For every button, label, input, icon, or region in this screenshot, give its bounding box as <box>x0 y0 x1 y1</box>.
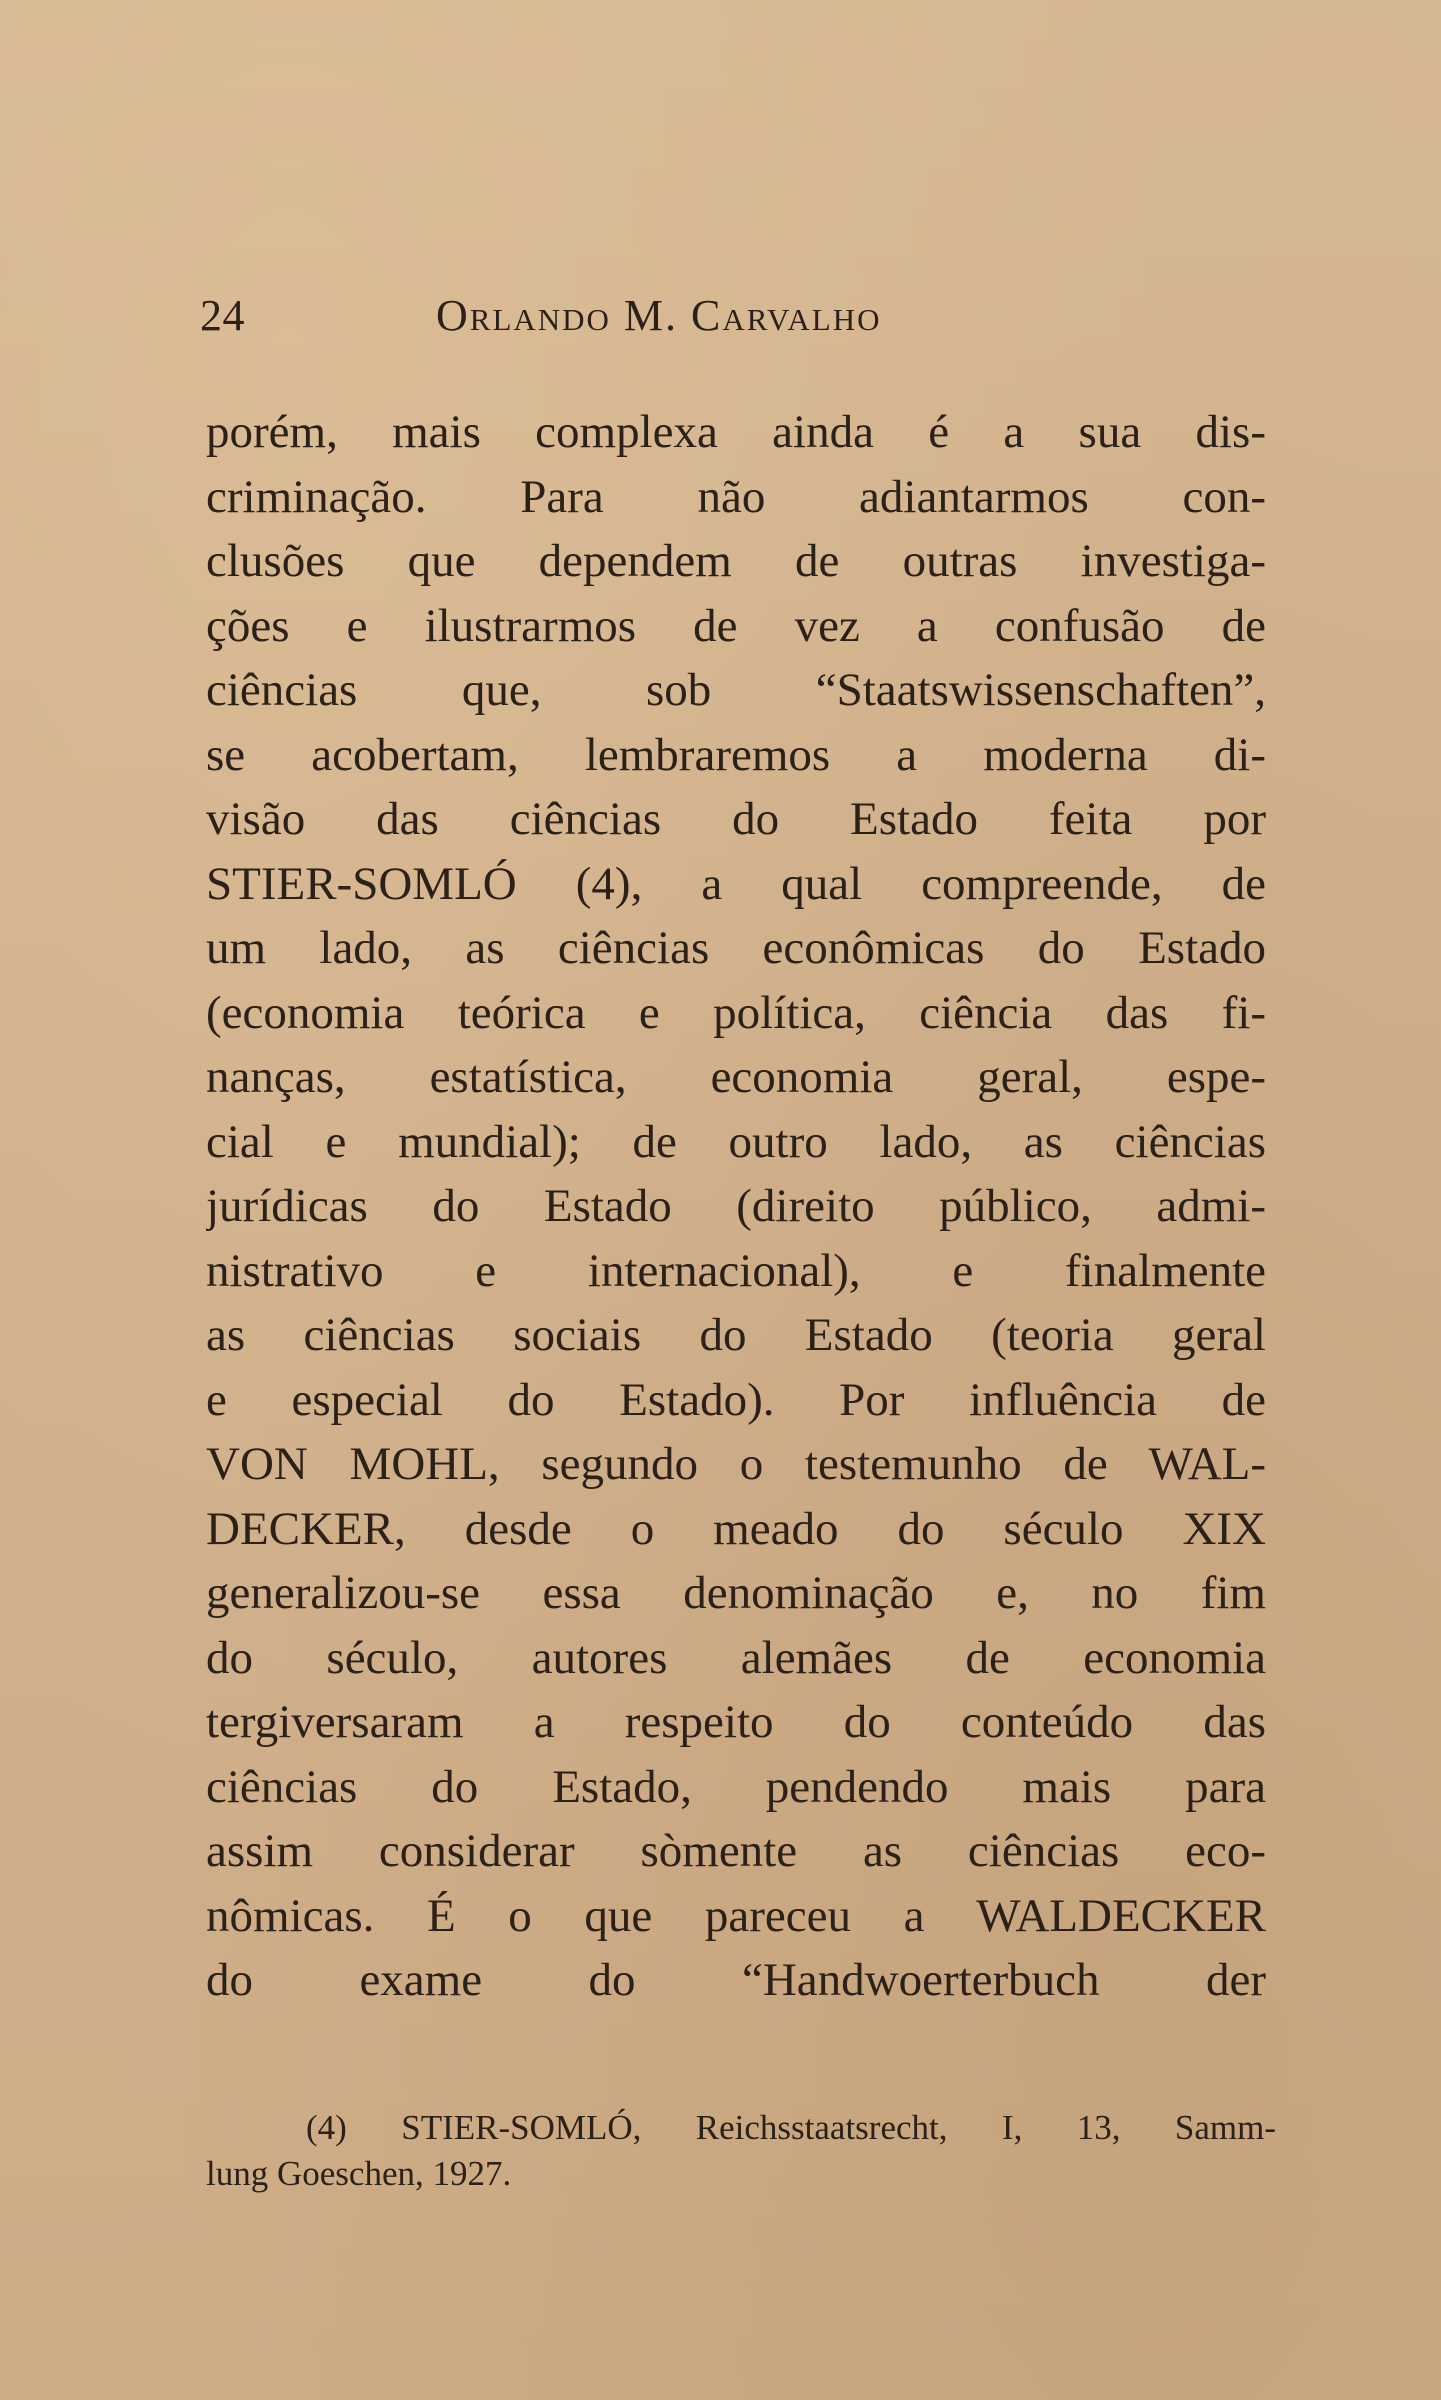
text-line: nômicas. É o que pareceu a WALDECKER <box>206 1889 1266 1942</box>
text-line: ciências do Estado, pendendo mais para <box>206 1760 1266 1813</box>
text-line: visão das ciências do Estado feita por <box>206 793 1266 845</box>
text-line: clusões que dependem de outras investiga- <box>206 535 1266 587</box>
text-line: nistrativo e internacional), e finalmente <box>206 1244 1266 1297</box>
text-line: do século, autores alemães de economia <box>206 1631 1266 1684</box>
text-line: porém, mais complexa ainda é a sua dis- <box>206 406 1266 458</box>
body-text <box>206 400 1266 2013</box>
text-line: (economia teórica e política, ciência das fi- <box>206 986 1266 1039</box>
text-line: criminação. Para não adiantarmos con- <box>206 470 1266 523</box>
text-line: ciências que, sob “Staatswissenschaften”, <box>206 664 1266 716</box>
text-line: do exame do “Handwoerterbuch der <box>206 1954 1266 2006</box>
text-line: se acobertam, lembraremos a moderna di- <box>206 728 1266 781</box>
text-line: nanças, estatística, economia geral, espe- <box>206 1051 1266 1103</box>
page-header <box>200 290 1270 370</box>
text-line: VON MOHL, segundo o testemunho de WAL- <box>206 1438 1266 1490</box>
footnote-line: (4) STIER-SOMLÓ, Reichsstaatsrecht, I, 13, Samm- <box>306 2108 1276 2147</box>
footnote-line: lung Goeschen, 1927. <box>206 2154 512 2193</box>
text-line: STIER-SOMLÓ (4), a qual compreende, de <box>206 857 1266 910</box>
page-number: 24 <box>200 291 245 340</box>
text-line: DECKER, desde o meado do século XIX <box>206 1502 1266 1555</box>
running-head: Orlando M. Carvalho <box>436 291 882 340</box>
text-line: tergiversaram a respeito do conteúdo das <box>206 1696 1266 1748</box>
footnote <box>206 2105 1276 2197</box>
text-line: cial e mundial); de outro lado, as ciências <box>206 1115 1266 1168</box>
text-line: generalizou-se essa denominação e, no fim <box>206 1567 1266 1619</box>
text-line: e especial do Estado). Por influência de <box>206 1373 1266 1426</box>
text-line: as ciências sociais do Estado (teoria geral <box>206 1309 1266 1361</box>
text-line: jurídicas do Estado (direito público, admi- <box>206 1180 1266 1232</box>
text-line: assim considerar sòmente as ciências eco- <box>206 1825 1266 1877</box>
text-line: um lado, as ciências econômicas do Estado <box>206 922 1266 974</box>
text-line: ções e ilustrarmos de vez a confusão de <box>206 599 1266 652</box>
